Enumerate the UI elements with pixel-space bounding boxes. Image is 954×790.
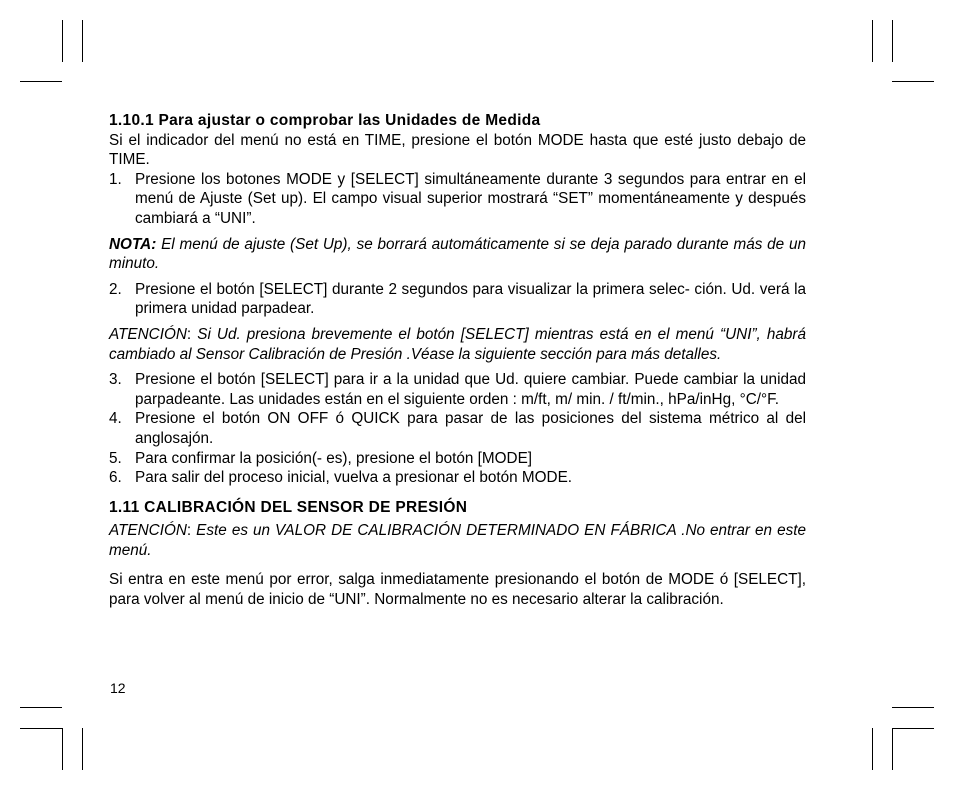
attention-paragraph [109, 521, 806, 560]
note-label: NOTA: [109, 235, 157, 253]
list-item [109, 280, 806, 319]
attention-text: Si Ud. presiona brevemente el botón [SELECT] mientras está en el menú “UNI”, habrá cambiado al Sensor Calibración de Presión .Véase la siguiente sección para más detalles. [109, 325, 806, 363]
crop-mark [892, 728, 893, 770]
list-item [109, 468, 806, 488]
list-item [109, 170, 806, 229]
steps-list-c [109, 370, 806, 488]
calibration-body: Si entra en este menú por error, salga inmediatamente presionando el botón de MODE ó [SELECT], para volver al menú de inicio de “UNI”. Normalmente no es necesario alterar la calibración. [109, 571, 806, 609]
crop-mark [82, 728, 83, 770]
crop-mark [20, 707, 62, 708]
page-number: 12 [110, 680, 126, 696]
note-paragraph [109, 235, 806, 274]
note-text: El menú de ajuste (Set Up), se borrará automáticamente si se deja parado durante más de un minuto. [109, 235, 806, 273]
step-number: 4. [109, 410, 122, 428]
crop-mark [82, 20, 83, 62]
step-text: Presione el botón ON OFF ó QUICK para pasar de las posiciones del sistema métrico al del anglosajón. [135, 410, 806, 447]
step-number: 2. [109, 280, 122, 298]
step-number: 1. [109, 170, 122, 188]
attention-text: Este es un VALOR DE CALIBRACIÓN DETERMINADO EN FÁBRICA .No entrar en este menú. [109, 522, 806, 559]
list-item [109, 409, 806, 448]
section-heading-calibration: 1.11 CALIBRACIÓN DEL SENSOR DE PRESIÓN [109, 498, 468, 516]
attention-paragraph [109, 325, 806, 364]
step-text: Para confirmar la posición(- es), presione el botón [MODE] [135, 449, 533, 467]
crop-mark [62, 728, 63, 770]
step-number: 5. [109, 449, 122, 467]
page-content [109, 111, 806, 610]
crop-mark [892, 707, 934, 708]
attention-colon: : [186, 522, 192, 540]
steps-list-a [109, 170, 806, 229]
crop-mark [20, 81, 62, 82]
step-number: 3. [109, 371, 122, 389]
step-number: 6. [109, 469, 122, 487]
attention-label: ATENCIÓN [109, 522, 187, 540]
list-item [109, 449, 806, 469]
crop-mark [872, 728, 873, 770]
crop-mark [20, 728, 62, 729]
crop-mark [892, 81, 934, 82]
attention-label: ATENCIÓN [109, 325, 187, 343]
list-item [109, 370, 806, 409]
step-text: Presione el botón [SELECT] para ir a la unidad que Ud. quiere cambiar. Puede cambiar la unidad parpadeante. Las unidades están en el siguiente orden : m/ft, m/ min. / ft/min., hPa/inHg, °C/°F. [135, 371, 806, 408]
attention-colon: : [186, 325, 192, 343]
intro-paragraph: Si el indicador del menú no está en TIME, presione el botón MODE hasta que esté justo debajo de TIME. [109, 131, 806, 169]
steps-list-b [109, 280, 806, 319]
crop-mark [62, 20, 63, 62]
step-text: Presione los botones MODE y [SELECT] simultáneamente durante 3 segundos para entrar en el menú de Ajuste (Set up). El campo visual superior mostrará “SET” momentáneamente y después cambiará a “UNI”. [135, 170, 806, 227]
crop-mark [872, 20, 873, 62]
step-text: Presione el botón [SELECT] durante 2 segundos para visualizar la primera selec- ción. Ud. verá la primera unidad parpadear. [135, 280, 806, 318]
step-text: Para salir del proceso inicial, vuelva a presionar el botón MODE. [135, 469, 573, 487]
crop-mark [892, 20, 893, 62]
crop-mark [892, 728, 934, 729]
section-heading-units: 1.10.1 Para ajustar o comprobar las Unidades de Medida [109, 112, 541, 129]
